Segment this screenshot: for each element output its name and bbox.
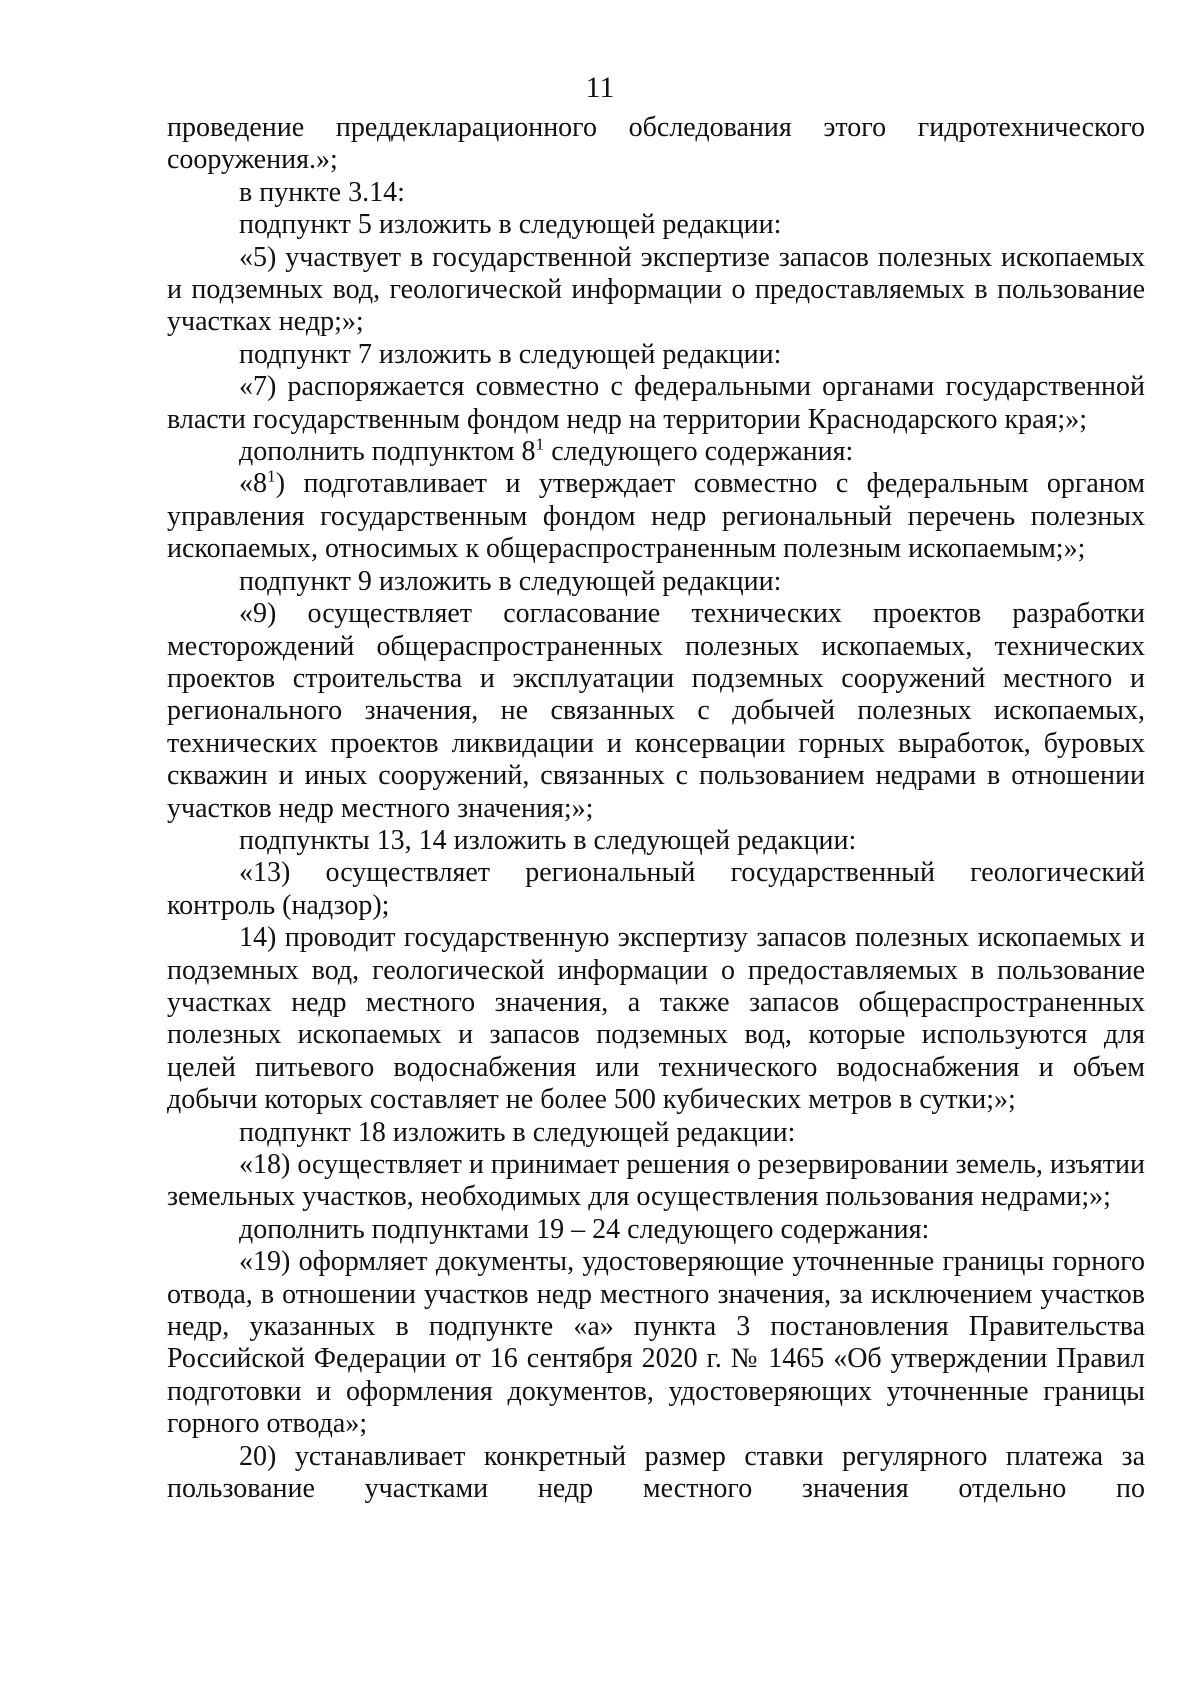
- paragraph: [167, 468, 1145, 565]
- paragraph: «7) распоряжается совместно с федеральными органами государственной власти государственным фондом недр на территории Краснодарского края;»;: [167, 371, 1145, 435]
- paragraph: «18) осуществляет и принимает решения о резервировании земель, изъятии земельных участков, необходимых для осуществления пользования недрами;»;: [167, 1149, 1145, 1213]
- paragraph: «13) осуществляет региональный государственный геологический контроль (надзор);: [167, 857, 1145, 921]
- page-number: 11: [585, 71, 615, 104]
- paragraph: «5) участвует в государственной экспертизе запасов полезных ископаемых и подземных вод, геологической информации о предоставляемых в пользование участках недр;»;: [167, 241, 1145, 338]
- superscript: 1: [267, 467, 276, 487]
- paragraph: «9) осуществляет согласование технических проектов разработки месторождений общераспространенных полезных ископаемых, технических проектов строительства и эксплуатации подземных сооружений местного и регионального значения, не связанных с добычей полезных ископаемых, технических проектов ликвидации и консервации горных выработок, буровых скважин и иных сооружений, связанных с пользованием недрами в отношении участков недр местного значения;»;: [167, 598, 1145, 824]
- document-body: [167, 112, 1145, 1505]
- paragraph-text: следующего содержания:: [544, 436, 854, 468]
- paragraph: подпункты 13, 14 изложить в следующей редакции:: [239, 824, 857, 856]
- paragraph: дополнить подпунктами 19 – 24 следующего содержания:: [239, 1213, 930, 1245]
- paragraph: подпункт 9 изложить в следующей редакции:: [239, 565, 782, 597]
- paragraph: 20) устанавливает конкретный размер ставки регулярного платежа за пользование участками недр местного значения отдельно по: [167, 1440, 1145, 1505]
- superscript: 1: [535, 434, 545, 454]
- paragraph: подпункт 5 изложить в следующей редакции:: [239, 209, 782, 241]
- paragraph: 14) проводит государственную экспертизу запасов полезных ископаемых и подземных вод, геологической информации о предоставляемых в пользование участках недр местного значения, а также запасов общераспространенных полезных ископаемых и запасов подземных вод, которые используются для целей питьевого водоснабжения или технического водоснабжения и объем добычи которых составляет не более 500 кубических метров в сутки;»;: [167, 922, 1145, 1116]
- paragraph: подпункт 18 изложить в следующей редакции:: [239, 1116, 796, 1148]
- paragraph: подпункт 7 изложить в следующей редакции:: [239, 338, 782, 370]
- paragraph: «19) оформляет документы, удостоверяющие уточненные границы горного отвода, в отношении участков недр местного значения, за исключением участков недр, указанных в подпункте «а» пункта 3 постановления Правительства Российской Федерации от 16 сентября 2020 г. № 1465 «Об утверждении Правил подготовки и оформления документов, удостоверяющих уточненные границы горного отвода»;: [167, 1246, 1145, 1440]
- paragraph-text: ) подготавливает и утверждает совместно с федеральным органом управления государственным фондом недр региональный перечень полезных ископаемых, относимых к общераспространенным полезным ископаемым;»;: [167, 468, 1145, 565]
- paragraph: [167, 436, 1145, 468]
- paragraph-text: «8: [239, 468, 267, 500]
- paragraph: в пункте 3.14:: [239, 176, 405, 208]
- paragraph-text: дополнить подпунктом 8: [239, 436, 536, 468]
- paragraph: проведение преддекларационного обследования этого гидротехнического сооружения.»;: [167, 112, 1145, 176]
